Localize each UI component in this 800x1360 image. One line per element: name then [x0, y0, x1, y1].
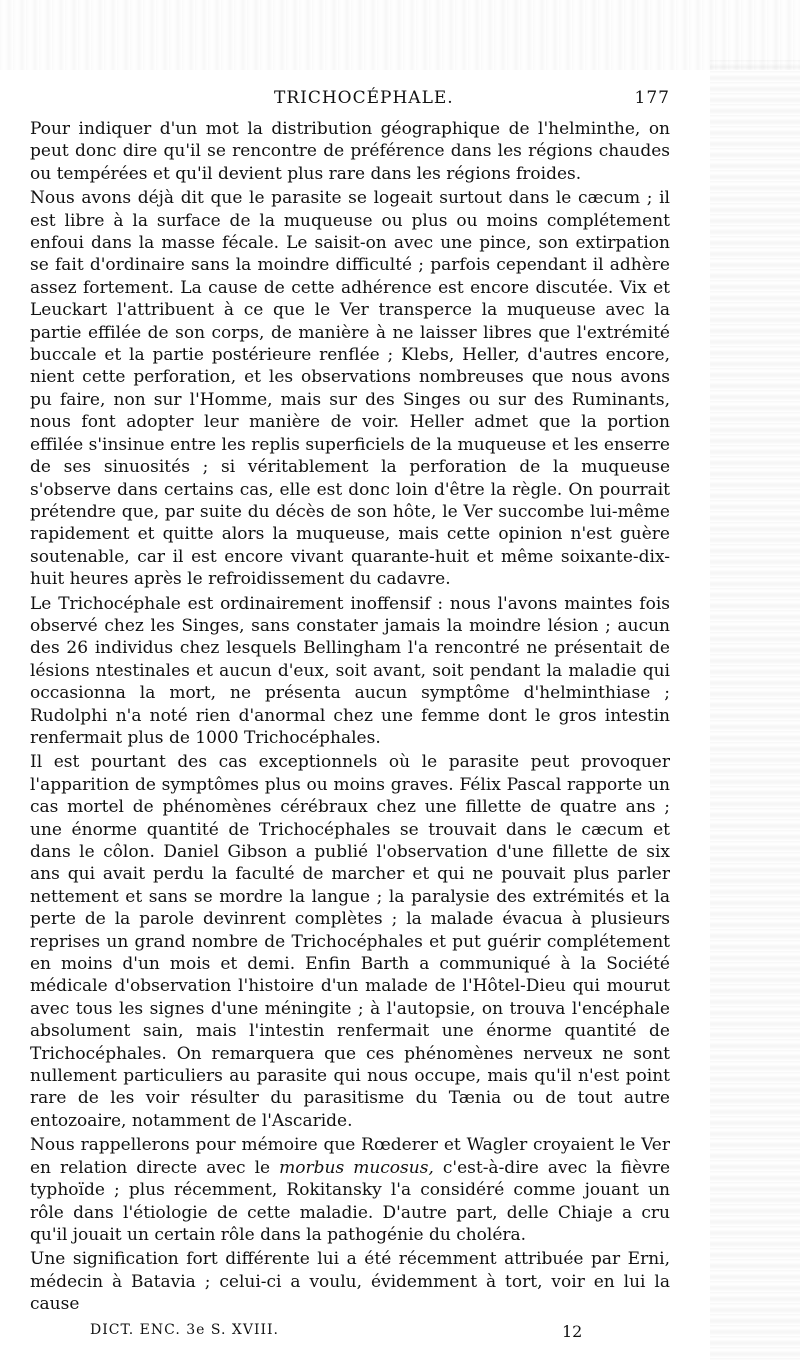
running-title: TRICHOCÉPHALE. — [274, 88, 454, 108]
page-footer — [30, 1322, 670, 1342]
scan-edge-noise — [710, 60, 800, 1360]
page-number: 177 — [634, 88, 670, 108]
running-header — [30, 88, 670, 118]
paragraph-5 — [30, 1134, 670, 1246]
signature-mark: DICT. ENC. 3e S. XVIII. — [90, 1321, 279, 1338]
paragraph-1: Pour indiquer d'un mot la distribution géographique de l'helminthe, on peut donc dire qu'il se rencontre de préférence dans les régions chaudes ou tempérées et qu'il devient plus rare dans les régions froides. — [30, 119, 670, 184]
paragraph-5-rest: c'est-à-dire avec la fièvre typhoïde ; plus récemment, Rokitansky l'a considéré comme jouant un rôle dans l'étiologie de cette maladie. D'autre part, delle Chiaje a cru qu'il jouait un certain rôle dans la pathogénie du choléra. — [30, 1157, 671, 1245]
paragraph-5-italic: morbus mucosus, — [279, 1157, 434, 1178]
paragraph-2: Nous avons déjà dit que le parasite se logeait surtout dans le cæcum ; il est libre à la surface de la muqueuse ou plus ou moins complétement enfoui dans la masse fécale. Le saisit-on avec une pince, son extirpation se fait d'ordinaire sans la moindre difficulté ; parfois cependant il adhère assez fortement. La cause de cette adhérence est encore discutée. Vix et Leuckart l'attribuent à ce que le Ver transperce la muqueuse avec la partie effilée de son corps, de manière à ne laisser libres que l'extrémité buccale et la partie postérieure renflée ; Klebs, Heller, d'autres encore, nient cette perforation, et les observations nombreuses que nous avons pu faire, non sur l'Homme, mais sur des Singes ou sur des Ruminants, nous font adopter leur manière de voir. Heller admet que la portion effilée s'insinue entre les replis superficiels de la muqueuse et les enserre de ses sinuosités ; si véritablement la perforation de la muqueuse s'observe dans certains cas, elle est donc loin d'être la règle. On pourrait prétendre que, par suite du décès de son hôte, le Ver succombe lui-même rapidement et quitte alors la muqueuse, mais cette opinion n'est guère soutenable, car il est encore vivant quarante-huit et même soixante-dix-huit heures après le refroidissement du cadavre. — [30, 188, 670, 590]
paragraph-6: Une signification fort différente lui a été récemment attribuée par Erni, médecin à Batavia ; celui-ci a voulu, évidemment à tort, voir en lui la cause — [30, 1249, 670, 1315]
paragraph-3: Le Trichocéphale est ordinairement inoffensif : nous l'avons maintes fois observé chez les Singes, sans constater jamais la moindre lésion ; aucun des 26 individus chez lesquels Bellingham l'a rencontré ne présentait de lésions ntestinales et aucun d'eux, soit avant, soit pendant la maladie qui occasionna la mort, ne présenta aucun symptôme d'helminthiase ; Rudolphi n'a noté rien d'anormal chez une femme dont le gros intestin renfermait plus de 1000 Trichocéphales. — [30, 593, 670, 748]
paragraph-4: Il est pourtant des cas exceptionnels où le parasite peut provoquer l'apparition de symptômes plus ou moins graves. Félix Pascal rapporte un cas mortel de phénomènes cérébraux chez une fillette de quatre ans ; une énorme quantité de Trichocéphales se trouvait dans le cæcum et dans le côlon. Daniel Gibson a publié l'observation d'une fillette de six ans qui avait perdu la faculté de marcher et qui ne pouvait plus parler nettement et sans se mordre la langue ; la paralysie des extrémités et la perte de la parole devinrent complètes ; la malade évacua à plusieurs reprises un grand nombre de Trichocéphales et put guérir complétement en moins d'un mois et demi. Enfin Barth a communiqué à la Société médicale d'observation l'histoire d'un malade de l'Hôtel-Dieu qui mourut avec tous les signes d'une méningite ; à l'autopsie, on trouva l'encéphale absolument sain, mais l'intestin renfermait une énorme quantité de Trichocéphales. On remarquera que ces phénomènes nerveux ne sont nullement particuliers au parasite qui nous occupe, mais qu'il n'est point rare de les voir résulter du parasitisme du Tænia ou de tout autre entozoaire, notamment de l'Ascaride. — [30, 752, 670, 1131]
body-text — [30, 118, 670, 1316]
paragraph-5-start: Nous rappellerons pour mémoire que Rœderer et Wagler croyaient le Ver en relation directe avec le — [30, 1135, 670, 1178]
scan-top-noise — [0, 0, 800, 70]
signature-number: 12 — [562, 1321, 583, 1341]
document-page — [30, 88, 670, 1342]
